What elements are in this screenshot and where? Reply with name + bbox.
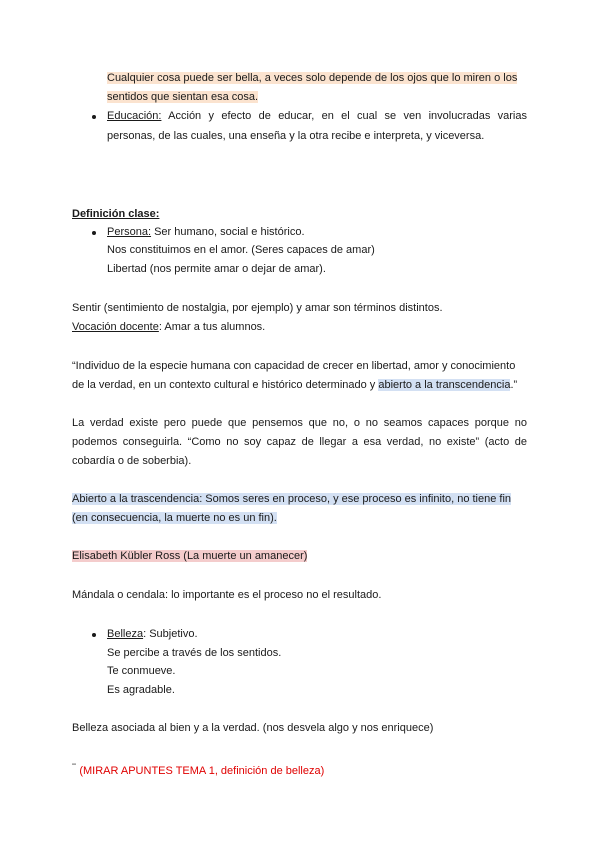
definicion-heading: Definición clase: [72,208,160,220]
bullet-icon [92,633,96,637]
persona-line-3: Libertad (nos permite amar o dejar de amar). [107,263,326,275]
belleza-line-2: Se percibe a través de los sentidos. [107,647,282,659]
verdad-line-2: podemos conseguirla. “Como no soy capaz de llegar a esa verdad, no existe” (acto de [72,436,527,448]
persona-line-2: Nos constituimos en el amor. (Seres capaces de amar) [107,244,375,256]
mandala-paragraph: Mándala o cendala: lo importante es el proceso no el resultado. [72,589,382,601]
belleza-line-4: Es agradable. [107,684,175,696]
footnote-mark: "" [72,764,77,770]
persona-line: Persona: Ser humano, social e histórico. [107,226,305,238]
asociada-paragraph: Belleza asociada al bien y a la verdad. (nos desvela algo y nos enriquece) [72,722,434,734]
belleza-line-3: Te conmueve. [107,665,176,677]
intro-line-2: sentidos que sientan esa cosa. [107,91,259,103]
bullet-icon [92,115,96,119]
vocacion-paragraph: Vocación docente: Amar a tus alumnos. [72,321,266,333]
bullet-icon [92,231,96,235]
sentir-paragraph: Sentir (sentimiento de nostalgia, por ejemplo) y amar son términos distintos. [72,302,443,314]
abierto-line-2: (en consecuencia, la muerte no es un fin). [72,512,277,524]
verdad-line-1: La verdad existe pero puede que pensemos que no, o no seamos capaces porque no [72,417,527,429]
cita-line-2: de la verdad, en un contexto cultural e histórico determinado y abierto a la transcendencia.” [72,379,518,391]
verdad-line-3: cobardía o de soberbia). [72,455,192,467]
belleza-line: Belleza: Subjetivo. [107,628,198,640]
intro-line-1: Cualquier cosa puede ser bella, a veces solo depende de los ojos que lo miren o los [107,72,518,84]
abierto-line-1: Abierto a la trascendencia: Somos seres en proceso, y ese proceso es infinito, no tiene fin [72,493,512,505]
elisabeth-line: Elisabeth Kübler Ross (La muerte un amanecer) [72,550,308,562]
nota-line: "" (MIRAR APUNTES TEMA 1, definición de belleza) [72,764,325,777]
educacion-line-2: personas, de las cuales, una enseña y la otra recibe e interpreta, y viceversa. [107,130,485,142]
educacion-line-1: Educación: Acción y efecto de educar, en el cual se ven involucradas varias [107,110,527,122]
cita-line-1: “Individuo de la especie humana con capacidad de crecer en libertad, amor y conocimiento [72,360,516,372]
